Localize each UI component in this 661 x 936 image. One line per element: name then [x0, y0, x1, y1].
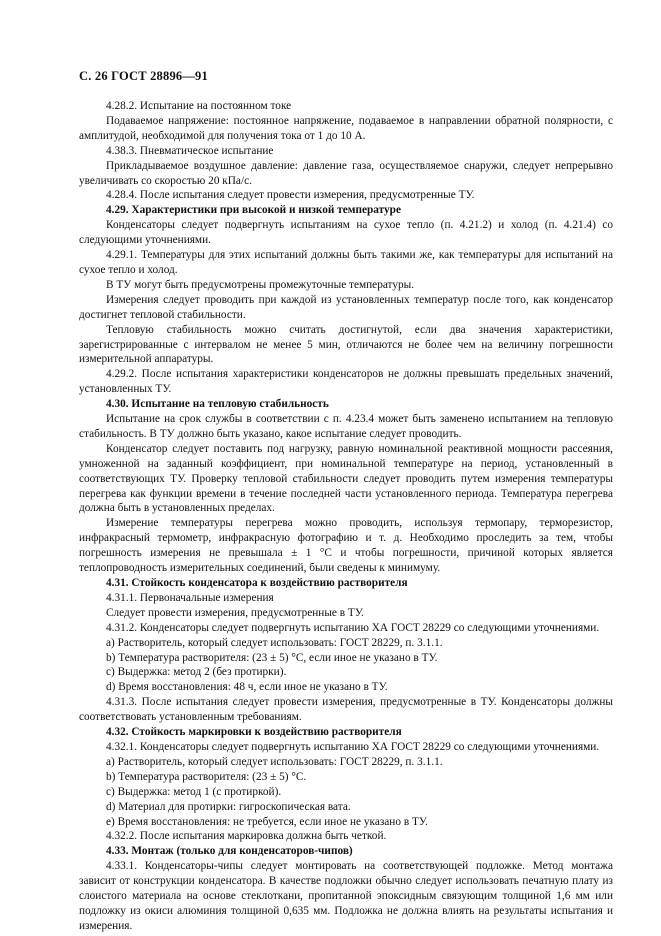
paragraph: 4.31.1. Первоначальные измерения [106, 591, 274, 604]
section-heading: 4.33. Монтаж (только для конденсаторов-чипов) [106, 845, 353, 858]
paragraph: Следует провести измерения, предусмотренные в ТУ. [106, 606, 364, 619]
paragraph: 4.32.1. Конденсаторы следует подвергнуть испытанию ХА ГОСТ 28229 со следующими уточнениями. [106, 740, 600, 753]
paragraph: Тепловую стабильность можно считать достигнутой, если два значения характеристики, зарегистрированные с интервалом не менее 5 мин, отличаются не более чем на величину погрешности измерительной аппаратуры. [79, 323, 613, 366]
document-body [79, 99, 613, 934]
list-item: b) Температура растворителя: (23 ± 5) °С, если иное не указано в ТУ. [106, 651, 438, 664]
list-item: d) Материал для протирки: гигроскопическая вата. [106, 800, 351, 813]
paragraph: Измерения следует проводить при каждой из установленных температур после того, как конденсатор достигнет тепловой стабильности. [79, 293, 613, 321]
section-heading: 4.31. Стойкость конденсатора к воздействию растворителя [106, 577, 408, 589]
paragraph: Конденсатор следует поставить под нагрузку, равную номинальной реактивной мощности рассеяния, умноженной на заданный коэффициент, при номинальной температуре на период, установленный в соответствующих ТУ. Проверку тепловой стабильности следует проводить путем измерения температуры перегрева как функции времени в течение последней части установленного периода. Температура перегрева должна быть в установленных пределах. [79, 442, 613, 515]
paragraph: 4.28.2. Испытание на постоянном токе [106, 100, 292, 112]
list-item: b) Температура растворителя: (23 ± 5) °С. [106, 770, 307, 783]
list-item: е) Время восстановления: не требуется, если иное не указано в ТУ. [106, 815, 428, 828]
list-item: с) Выдержка: метод 2 (без протирки). [106, 666, 287, 679]
paragraph: 4.33.1. Конденсаторы-чипы следует монтировать на соответствующей подложке. Метод монтажа зависит от конструкции конденсатора. В качестве подложки обычно следует использовать печатную плату из слоистого материала на основе стеклоткани, пропитанной эпоксидным связующим толщиной 1,6 мм или подложку из окиси алюминия толщиной 0,635 мм. Подложка не должна влиять на результаты испытания и измерения. [79, 860, 613, 932]
section-heading: 4.30. Испытание на тепловую стабильность [106, 398, 329, 411]
paragraph: Прикладываемое воздушное давление: давление газа, осуществляемое снаружи, следует непрерывно увеличивать со скоростью 20 кПа/с. [79, 159, 613, 187]
section-heading: 4.29. Характеристики при высокой и низкой температуре [106, 204, 401, 217]
paragraph: 4.29.2. После испытания характеристики конденсаторов не должны превышать предельных значений, установленных ТУ. [79, 368, 613, 396]
paragraph: Испытание на срок службы в соответствии с п. 4.23.4 может быть заменено испытанием на тепловую стабильность. В ТУ должно быть указано, какое испытание следует проводить. [79, 413, 613, 440]
list-item: d) Время восстановления: 48 ч, если иное не указано в ТУ. [106, 681, 388, 694]
paragraph: Измерение температуры перегрева можно проводить, используя термопару, терморезистор, инфракрасный термометр, инфракрасную фотографию и т. д. Необходимо проследить за тем, чтобы погрешность измерения не превышала ± 1 °С и чтобы погрешности, причиной которых является теплопроводность измерительных соединений, были сведены к минимуму. [79, 517, 613, 575]
paragraph: 4.29.1. Температуры для этих испытаний должны быть такими же, как температуры для испытаний на сухое тепло и холод. [79, 249, 613, 276]
paragraph: В ТУ могут быть предусмотрены промежуточные температуры. [106, 278, 415, 291]
paragraph: Подаваемое напряжение: постоянное напряжение, подаваемое в направлении обратной полярности, с амплитудой, необходимой для получения тока от 1 до 10 А. [79, 114, 613, 142]
paragraph: 4.31.3. После испытания следует провести измерения, предусмотренные в ТУ. Конденсаторы должны соответствовать установленным требованиям. [79, 696, 613, 724]
paragraph: 4.38.3. Пневматическое испытание [106, 144, 274, 157]
section-heading: 4.32. Стойкость маркировки к воздействию растворителя [106, 726, 402, 739]
list-item: а) Растворитель, который следует использовать: ГОСТ 28229, п. 3.1.1. [106, 755, 443, 768]
list-item: с) Выдержка: метод 1 (с протиркой). [106, 785, 282, 798]
paragraph: 4.31.2. Конденсаторы следует подвергнуть испытанию ХА ГОСТ 28229 со следующими уточнениями. [106, 621, 600, 634]
paragraph: Конденсаторы следует подвергнуть испытаниям на сухое тепло (п. 4.21.2) и холод (п. 4.21.4) со следующими уточнениями. [79, 219, 613, 247]
paragraph: 4.32.2. После испытания маркировка должна быть четкой. [106, 830, 387, 843]
page-header: С. 26 ГОСТ 28896—91 [79, 69, 208, 83]
list-item: а) Растворитель, который следует использовать: ГОСТ 28229, п. 3.1.1. [106, 636, 443, 649]
paragraph: 4.28.4. После испытания следует провести измерения, предусмотренные ТУ. [106, 189, 475, 202]
